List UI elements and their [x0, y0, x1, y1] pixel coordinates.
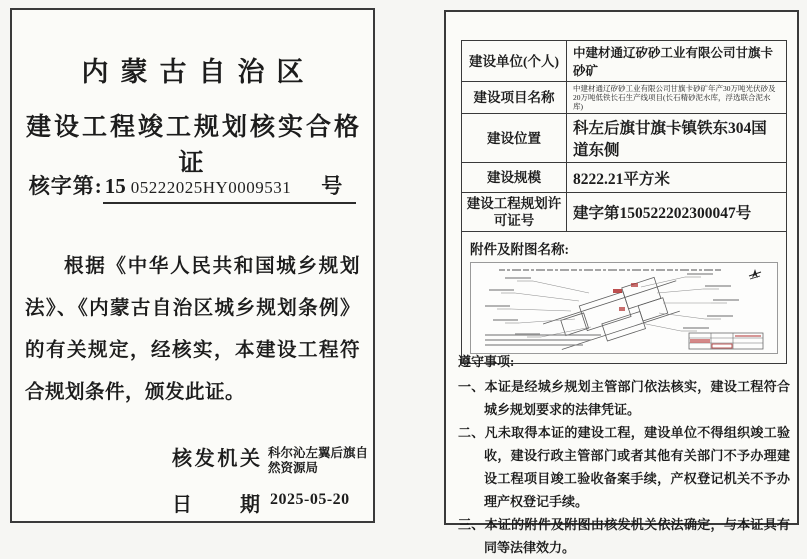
row-label-scale: 建设规模 — [462, 163, 567, 193]
cert-no-suffix: 号 — [321, 174, 343, 198]
compliance-notes — [458, 350, 790, 559]
cert-no-group — [103, 174, 357, 204]
note-item-1: 一、本证是经城乡规划主管部门依法核实，建设工程符合城乡规划要求的法律凭证。 — [458, 379, 790, 417]
issuer-row — [172, 442, 372, 476]
row-value-location: 科左后旗甘旗卡镇铁东304国道东侧 — [567, 114, 787, 163]
issuer-label: 核发机关 — [172, 448, 260, 470]
row-value-construction-unit: 中建材通辽矽砂工业有限公司甘旗卡砂矿 — [567, 41, 787, 82]
title-block — [689, 333, 763, 349]
table-row — [462, 193, 787, 232]
note-item-3: 三、本证的附件及附图由核发机关依法确定，与本证具有同等法律效力。 — [458, 517, 790, 555]
cert-no-region-code: 15 — [104, 174, 126, 198]
table-row — [462, 82, 787, 114]
row-label-location: 建设位置 — [462, 114, 567, 163]
row-value-scale: 8222.21平方米 — [567, 163, 787, 193]
date-value: 2025-05-20 — [270, 491, 350, 508]
north-arrow-icon — [749, 269, 761, 279]
certificate-right-page — [444, 10, 799, 555]
table-row — [462, 114, 787, 163]
row-label-construction-unit: 建设单位(个人) — [462, 41, 567, 82]
certificate-body-text: 根据《中华人民共和国城乡规划法》、《内蒙古自治区城乡规划条例》 的有关规定，经核实，本建设工程符合规划条件，颁发此证。 — [25, 256, 360, 403]
site-plan-drawing — [470, 262, 778, 354]
row-label-permit-number: 建设工程规划许可证号 — [462, 193, 567, 232]
issuer-block — [172, 442, 372, 529]
cert-no-prefix: 核字第: — [28, 174, 103, 198]
table-row — [462, 163, 787, 193]
date-row — [172, 488, 372, 517]
details-table — [461, 40, 787, 364]
cert-no-serial: 05222025HY0009531 — [130, 178, 292, 197]
row-value-project-name: 中建材通辽矽砂工业有限公司甘旗卡砂矿年产30万吨光伏砂及20万吨低铁长石生产线项目(长石精砂泥水库，浮选联合泥水库) — [567, 82, 787, 114]
attachment-label: 附件及附图名称: — [470, 242, 569, 257]
certificate-title: 建设工程竣工规划核实合格证 — [25, 114, 362, 177]
certificate-number-line — [12, 170, 373, 200]
row-value-permit-number: 建字第150522202300047号 — [567, 193, 787, 232]
certificate-left-page — [10, 8, 375, 523]
date-label: 日期 — [172, 494, 260, 516]
region-title: 内蒙古自治区 — [81, 57, 316, 87]
table-row — [462, 232, 787, 364]
row-label-project-name: 建设项目名称 — [462, 82, 567, 114]
attachment-cell — [462, 232, 787, 364]
table-row — [462, 41, 787, 82]
issuer-value: 科尔沁左翼后旗自然资源局 — [268, 446, 369, 475]
notes-heading: 遵守事项: — [458, 354, 515, 369]
site-plan-svg — [471, 263, 777, 353]
note-item-2: 二、凡未取得本证的建设工程，建设单位不得组织竣工验收，建设行政主管部门或者其他有关部门不予办理建设工程项目竣工验收备案手续，产权登记机关不予办理产权登记手续。 — [458, 425, 790, 509]
